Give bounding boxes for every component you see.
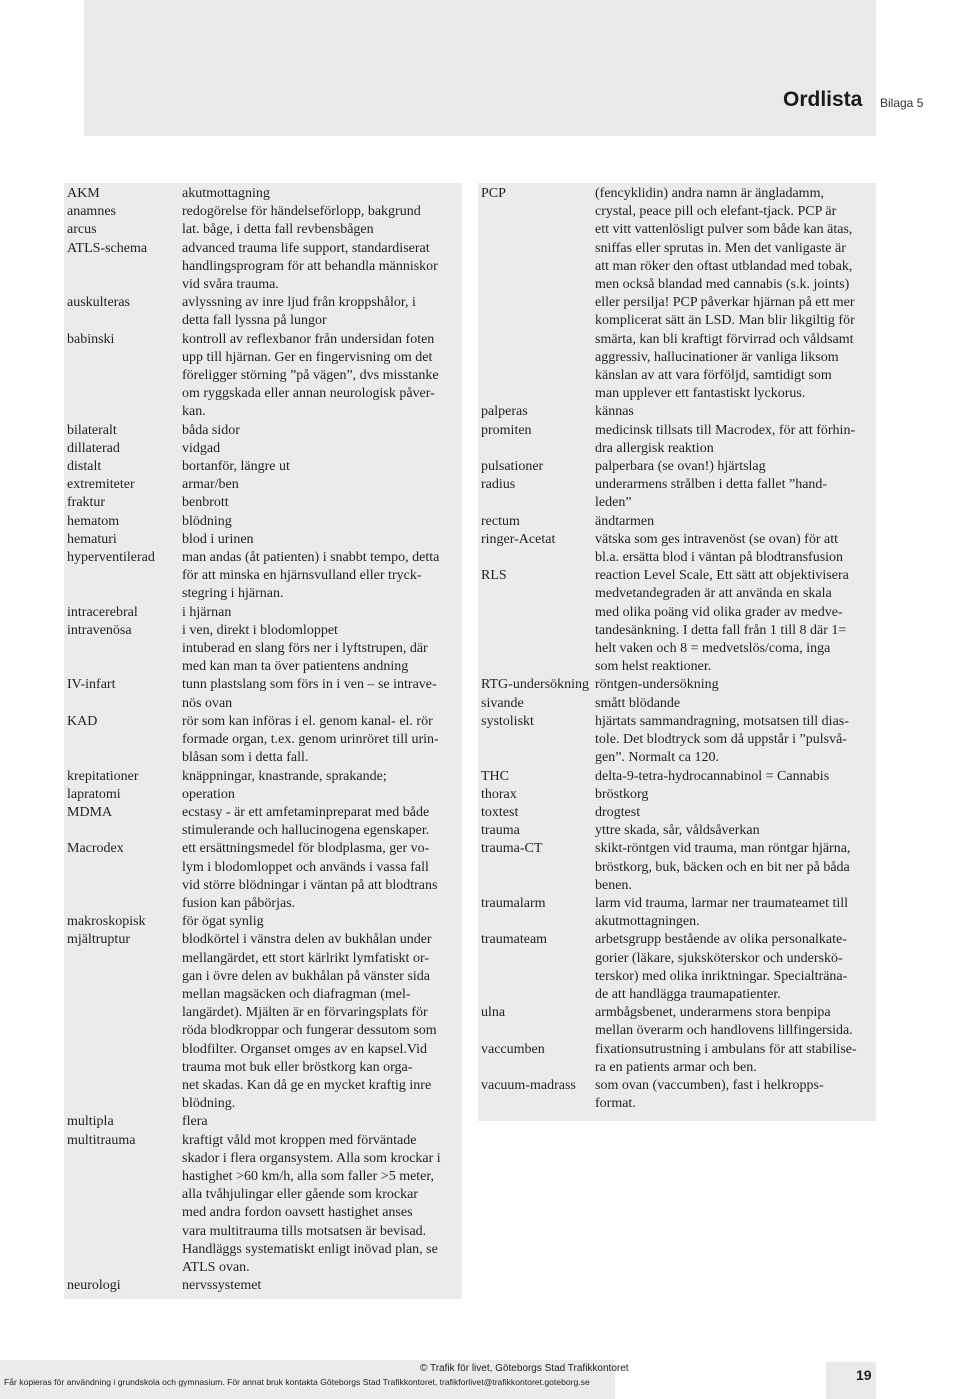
glossary-definition: bortanför, längre ut (182, 459, 290, 475)
glossary-entry (64, 422, 462, 440)
glossary-term: dillaterad (67, 440, 120, 456)
glossary-definition: man andas (åt patienten) i snabbt tempo, detta för att minska en hjärnsvulland eller tryck- stegring i hjärnan. (182, 550, 440, 602)
glossary-entry (478, 822, 876, 840)
glossary-term: promiten (481, 422, 532, 438)
glossary-entry (478, 676, 876, 694)
glossary-term: lapratomi (67, 786, 121, 802)
glossary-term: intracerebral (67, 604, 138, 620)
glossary-definition: armar/ben (182, 477, 239, 493)
glossary-entry (64, 604, 462, 622)
glossary-entry (478, 476, 876, 512)
glossary-definition: hjärtats sammandragning, motsatsen till dias- tole. Det blodtryck som då uppstår i ”pulsvå- gen”. Normalt ca 120. (595, 713, 849, 766)
glossary-definition: benbrott (182, 495, 229, 511)
page-number: 19 (856, 1367, 872, 1383)
glossary-term: trauma (481, 823, 520, 839)
glossary-column-left (64, 183, 462, 1299)
glossary-definition: drogtest (595, 804, 641, 820)
glossary-definition: ett ersättningsmedel för blodplasma, ger vo- lym i blodomloppet och används i vassa fall vid större blödningar i väntan på att blodtrans fusion kan påbörjas. (182, 841, 438, 911)
glossary-entry (478, 804, 876, 822)
glossary-definition: akutmottagning (182, 186, 270, 201)
glossary-definition: operation (182, 786, 235, 802)
glossary-term: traumateam (481, 932, 548, 948)
glossary-entry (64, 786, 462, 804)
glossary-term: hyperventilerad (67, 550, 155, 566)
glossary-entry (478, 185, 876, 403)
glossary-term: thorax (481, 786, 517, 802)
glossary-entry (64, 804, 462, 840)
glossary-entry (478, 768, 876, 786)
glossary-term: distalt (67, 459, 102, 475)
glossary-entry (478, 403, 876, 421)
glossary-entry (478, 1077, 876, 1113)
glossary-definition: arbetsgrupp bestående av olika personalkate- gorier (läkare, sjuksköterskor och underskö- terskor) med olika inriktningar. Specialträna- de att handlägga traumapatienter. (595, 932, 848, 1002)
glossary-definition: båda sidor (182, 422, 240, 438)
glossary-definition: i ven, direkt i blodomloppet intuberad en slang förs ner i lyftstrupen, där med kan man ta över patientens andning (182, 622, 428, 675)
glossary-term: vaccumben (481, 1041, 545, 1057)
glossary-term: pulsationer (481, 459, 544, 475)
glossary-entry (478, 567, 876, 676)
glossary-entry (64, 203, 462, 221)
glossary-definition: palperbara (se ovan!) hjärtslag (595, 459, 766, 475)
glossary-entry (478, 713, 876, 768)
glossary-definition: reaction Level Scale, Ett sätt att objektivisera medvetandegraden är att använda en skala med olika poäng vid olika grader av medve- tandesänkning. I detta fall från 1 till 8 där 1= helt vaken och 8 = medvetslös/coma, inga som helst reaktioner. (595, 568, 849, 675)
glossary-entry (64, 494, 462, 512)
glossary-term: extremiteter (67, 477, 135, 493)
glossary-entry (64, 676, 462, 712)
appendix-label: Bilaga 5 (880, 96, 924, 110)
glossary-term: krepitationer (67, 768, 139, 784)
glossary-entry (478, 786, 876, 804)
glossary-definition: lat. båge, i detta fall revbensbågen (182, 222, 374, 238)
glossary-term: makroskopisk (67, 914, 146, 930)
glossary-definition: fixationsutrustning i ambulans för att stabilise- ra en patients armar och ben. (595, 1041, 857, 1075)
glossary-entry (478, 422, 876, 458)
glossary-term: hematuri (67, 531, 117, 547)
glossary-term: radius (481, 477, 516, 493)
glossary-term: bilateralt (67, 422, 117, 438)
glossary-definition: larm vid trauma, larmar ner traumateamet till akutmottagningen. (595, 895, 849, 930)
header-band (84, 0, 876, 136)
glossary-term: intravenösa (67, 622, 132, 638)
glossary-definition: blodkörtel i vänstra delen av bukhålan under mellangärdet, ett stort kärlrikt lymfatiskt or- gan i övre delen av bukhålan på vänster sida mellan magsäcken och diafragman (mel- langärdet). Mjälten är en förvaringsplats för röda blodkroppar och fungerar dessutom som blodfilter. Organset omges av en kapsel.Vid trauma mot buk eller bröstkorg kan orga- net skadas. Kan då ge en mycket kraftig inre blödning. (182, 932, 437, 1112)
glossary-term: systoliskt (481, 713, 534, 729)
glossary-definition: ändtarmen (595, 513, 655, 529)
glossary-definition: kännas (595, 404, 634, 420)
glossary-definition: redogörelse för händelseförlopp, bakgrund (182, 204, 421, 220)
glossary-entry (478, 1004, 876, 1040)
glossary-entry (64, 440, 462, 458)
glossary-entry (478, 931, 876, 1004)
glossary-definition: medicinsk tillsats till Macrodex, för att förhin- dra allergisk reaktion (595, 422, 856, 456)
glossary-term: KAD (67, 713, 98, 729)
glossary-definition: underarmens strålben i detta fallet ”hand- leden” (595, 477, 828, 511)
glossary-definition: vätska som ges intravenöst (se ovan) för att bl.a. ersätta blod i väntan på blodtransfusion (595, 531, 844, 566)
glossary-entry (64, 1277, 462, 1295)
glossary-term: ringer-Acetat (481, 531, 556, 547)
glossary-term: ATLS-schema (67, 240, 148, 256)
glossary-definition: rör som kan införas i el. genom kanal- el. rör formade organ, t.ex. genom urinröret till urin- blåsan som i detta fall. (182, 713, 439, 766)
footer-copyright: © Trafik för livet, Göteborgs Stad Trafikkontoret (420, 1363, 629, 1374)
page-title: Ordlista (783, 88, 863, 111)
glossary-term: rectum (481, 513, 520, 529)
glossary-definition: för ögat synlig (182, 914, 264, 930)
glossary-column-right (478, 183, 876, 1121)
glossary-definition: flera (182, 1114, 208, 1130)
glossary-entry (64, 1113, 462, 1131)
glossary-definition: blod i urinen (182, 531, 254, 547)
glossary-entry (64, 840, 462, 913)
glossary-term: traumalarm (481, 895, 546, 911)
glossary-entry (478, 695, 876, 713)
glossary-term: mjältruptur (67, 932, 130, 948)
glossary-term: RLS (481, 568, 507, 584)
glossary-definition: yttre skada, sår, våldsåverkan (595, 823, 760, 839)
glossary-term: anamnes (67, 204, 116, 220)
glossary-definition: blödning (182, 513, 232, 529)
glossary-definition: advanced trauma life support, standardiserat handlingsprogram för att behandla människor vid svåra trauma. (182, 240, 438, 293)
glossary-entry (64, 931, 462, 1113)
glossary-definition: kontroll av reflexbanor från undersidan foten upp till hjärnan. Ger en fingervisning om det föreligger störning ”på vägen”, dvs misstanke om ryggskada eller annan neurologisk påver- kan. (182, 331, 439, 420)
glossary-entry (64, 713, 462, 768)
glossary-entry (64, 221, 462, 239)
glossary-term: IV-infart (67, 677, 116, 693)
glossary-term: multipla (67, 1114, 114, 1130)
glossary-entry (478, 1041, 876, 1077)
glossary-entry (64, 531, 462, 549)
glossary-term: PCP (481, 186, 506, 201)
glossary-term: MDMA (67, 804, 113, 820)
glossary-entry (64, 913, 462, 931)
glossary-entry (64, 240, 462, 295)
glossary-definition: röntgen-undersökning (595, 677, 719, 693)
glossary-entry (64, 549, 462, 604)
glossary-term: hematom (67, 513, 120, 529)
glossary-entry (64, 513, 462, 531)
glossary-definition: vidgad (182, 440, 221, 456)
glossary-definition: delta-9-tetra-hydrocannabinol = Cannabis (595, 768, 830, 784)
glossary-entry (478, 458, 876, 476)
glossary-entry (478, 531, 876, 567)
glossary-definition: i hjärnan (182, 604, 232, 620)
glossary-term: sivande (481, 695, 524, 711)
glossary-term: fraktur (67, 495, 106, 511)
glossary-definition: armbågsbenet, underarmens stora benpipa mellan överarm och handlovens lillfingersida. (595, 1005, 853, 1039)
glossary-term: RTG-undersökning (481, 677, 590, 693)
glossary-definition: ecstasy - är ett amfetaminpreparat med både stimulerande och hallucinogena egenskaper. (182, 804, 430, 839)
glossary-entry (64, 331, 462, 422)
glossary-entry (64, 185, 462, 203)
glossary-definition: (fencyklidin) andra namn är ängladamm, crystal, peace pill och elefant-tjack. PCP är ett vitt vattenlösligt pulver som både kan ätas, sniffas eller sprutas in. Men det vanligaste är att man röker den oftast utblandad med tobak, men också blandad med cannabis (s.k. joints) eller persilja! PCP påverkar hjärnan på ett mer komplicerat sätt än LSD. Man blir likgiltig för smärta, kan bli kraftigt förvirrad och våldsamt aggressiv, hallucinationer är vanliga liksom känslan av att vara förföljd, samtidigt som man upplever ett fantastiskt lyckorus. (595, 186, 855, 402)
glossary-entry (478, 513, 876, 531)
glossary-definition: avlyssning av inre ljud från kroppshålor, i detta fall lyssna på lungor (182, 295, 416, 329)
glossary-definition: som ovan (vaccumben), fast i helkropps- format. (595, 1077, 824, 1112)
glossary-term: toxtest (481, 804, 519, 820)
glossary-term: THC (481, 768, 509, 784)
glossary-term: auskulteras (67, 295, 130, 311)
glossary-term: multitrauma (67, 1132, 136, 1148)
glossary-term: Macrodex (67, 841, 124, 857)
glossary-entry (64, 1132, 462, 1278)
glossary-definition: smått blödande (595, 695, 681, 711)
glossary-term: palperas (481, 404, 528, 420)
glossary-term: neurologi (67, 1278, 121, 1294)
glossary-term: ulna (481, 1005, 506, 1021)
glossary-entry (478, 895, 876, 931)
glossary-entry (64, 622, 462, 677)
glossary-term: trauma-CT (481, 841, 543, 857)
glossary-entry (64, 768, 462, 786)
glossary-term: vacuum-madrass (481, 1077, 576, 1093)
glossary-term: arcus (67, 222, 97, 238)
glossary-entry (64, 476, 462, 494)
glossary-definition: knäppningar, knastrande, sprakande; (182, 768, 387, 784)
glossary-term: AKM (67, 186, 100, 201)
glossary-definition: bröstkorg (595, 786, 649, 802)
glossary-definition: kraftigt våld mot kroppen med förväntade skador i flera organsystem. Alla som krockar i hastighet >60 km/h, alla som faller >5 meter, alla tvåhjulingar eller gående som krockar med andra fordon oavsett hastighet anses vara multitrauma tills motsatsen är bevisad. Handläggs systematiskt enligt inövad plan, se ATLS ovan. (182, 1132, 441, 1275)
glossary-definition: nervssystemet (182, 1278, 262, 1294)
glossary-entry (64, 294, 462, 330)
glossary-entry (478, 840, 876, 895)
glossary-entry (64, 458, 462, 476)
footer-usage-note: Får kopieras för användning i grundskola och gymnasium. För annat bruk kontakta Göteborgs Stad Trafikkontoret, trafikforlivet@trafikkontoret.goteborg.se (4, 1377, 590, 1387)
glossary-definition: skikt-röntgen vid trauma, man röntgar hjärna, bröstkorg, buk, bäcken och en bit ner på båda benen. (595, 841, 851, 893)
glossary-term: babinski (67, 331, 115, 347)
glossary-definition: tunn plastslang som förs in i ven – se intrave- nös ovan (182, 677, 437, 711)
